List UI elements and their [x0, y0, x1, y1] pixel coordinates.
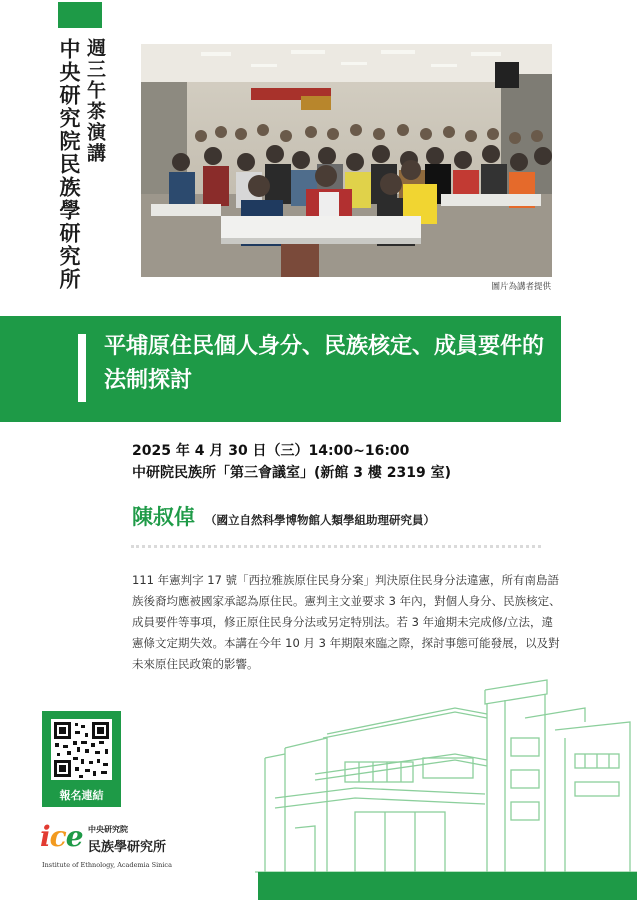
event-date-time: 2025 年 4 月 30 日（三）14:00~16:00 [132, 443, 410, 459]
ice-logo-mark: ice [40, 820, 83, 853]
title-accent-bar [78, 334, 86, 402]
logo-institute-name: 民族學研究所 [88, 840, 167, 855]
series-name: 週三午茶演講 [84, 38, 106, 164]
top-green-tab [58, 2, 102, 28]
institute-name: 中央研究院民族學研究所 [57, 38, 81, 291]
photo-credit: 圖片為講者提供 [491, 282, 551, 292]
speaker-affiliation: （國立自然科學博物館人類學組助理研究員） [205, 513, 435, 527]
institute-logo [40, 818, 180, 878]
speaker-line [132, 501, 435, 531]
talk-abstract: 111 年憲判字 17 號「西拉雅族原住民身分案」判決原住民身分法違憲，所有南島語族後裔均應被國家承認為原住民。憲判主文並要求 3 年內，對個人身分、民族核定、成員要件等事項，修正原住民身分法或另定特別法。若 3 年逾期未完成修/立法，違憲條文定期失效。本講在今年 10 月 3 年期限來臨之際，探討事態可能發展，以及對未來原住民政策的影響。 [132, 573, 561, 671]
dotted-divider [131, 545, 541, 548]
event-photo [141, 44, 552, 277]
registration-label[interactable]: 報名連結 [59, 789, 104, 802]
logo-english-name: Institute of Ethnology, Academia Sinica [42, 861, 172, 869]
logo-academia-name: 中央研究院 [88, 825, 128, 834]
registration-qr[interactable] [42, 711, 121, 807]
event-location: 中研院民族所「第三會議室」(新館 3 樓 2319 室) [132, 465, 451, 481]
building-illustration [255, 678, 637, 874]
title-banner [0, 316, 561, 422]
qr-code[interactable] [51, 719, 112, 780]
event-info [132, 440, 451, 484]
talk-title: 平埔原住民個人身分、民族核定、成員要件的法制探討 [104, 334, 545, 393]
speaker-name: 陳叔倬 [132, 505, 195, 529]
footer-green-bar [258, 872, 637, 900]
